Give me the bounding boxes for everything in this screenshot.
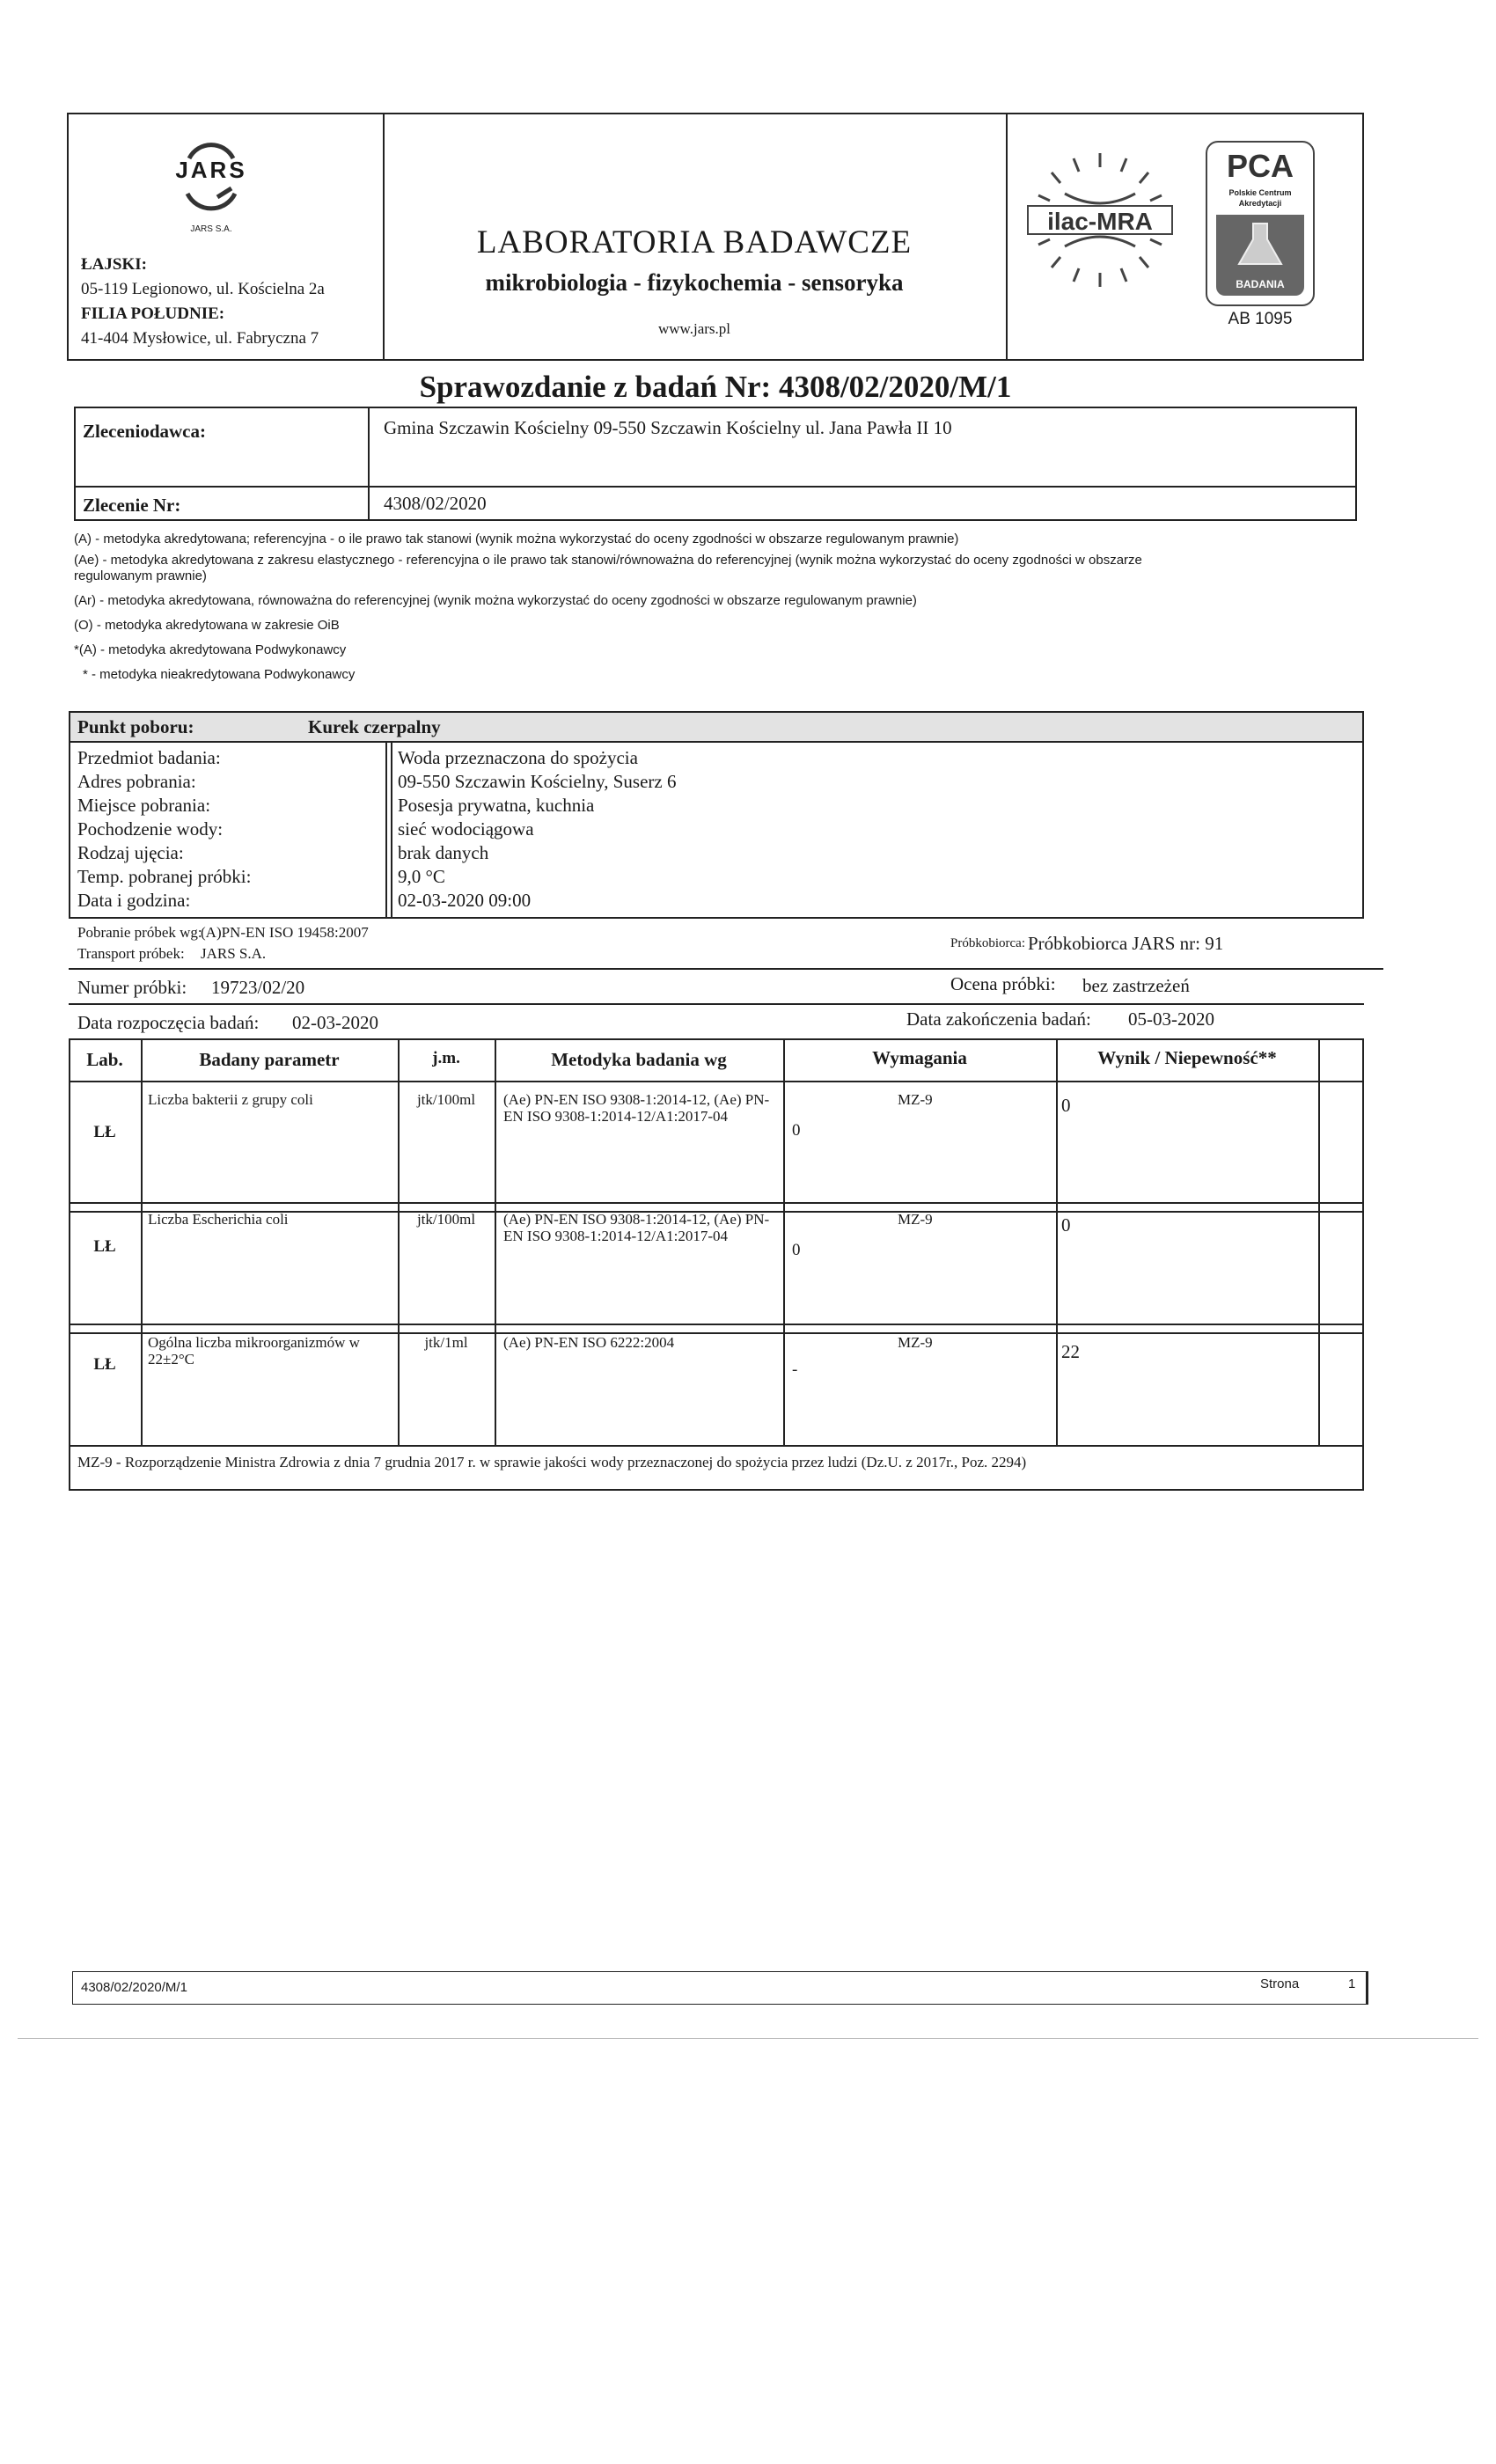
sampling-row-value: Woda przeznaczona do spożycia xyxy=(398,747,638,768)
table-footnote: MZ-9 - Rozporządzenie Ministra Zdrowia z dnia 7 grudnia 2017 r. w sprawie jakości wody przeznaczonej do spożycia przez ludzi (Dz.U. z 2017r., Poz. 2294) xyxy=(77,1454,1027,1470)
row-param: Liczba bakterii z grupy coli xyxy=(148,1091,313,1108)
sampling-row-label: Adres pobrania: xyxy=(77,771,196,792)
sampling-row-label: Data i godzina: xyxy=(77,890,191,911)
sampling-row-value: brak danych xyxy=(398,842,489,863)
sample-no-value: 19723/02/20 xyxy=(211,977,305,998)
transport-label: Transport próbek: xyxy=(77,945,185,962)
order-value: 4308/02/2020 xyxy=(384,493,487,514)
footer-page-no: 1 xyxy=(1348,1976,1356,1991)
hq-label: ŁAJSKI: xyxy=(81,255,147,274)
legend-line: * - metodyka nieakredytowana Podwykonawcy xyxy=(83,667,356,682)
sampling-row-label: Przedmiot badania: xyxy=(77,747,221,768)
row-req-ref: MZ-9 xyxy=(898,1091,933,1108)
row-method: (Ae) PN-EN ISO 9308-1:2014-12, (Ae) PN-EN ISO 9308-1:2014-12/A1:2017-04 xyxy=(503,1091,770,1125)
sampling-labels xyxy=(77,746,251,913)
sampling-row-label: Pochodzenie wody: xyxy=(77,818,224,840)
accreditation-number: AB 1095 xyxy=(1228,310,1293,328)
sampler-value: Próbkobiorca JARS nr: 91 xyxy=(1028,933,1224,954)
sampling-row-value: sieć wodociągowa xyxy=(398,818,534,840)
sampling-row-label: Miejsce pobrania: xyxy=(77,795,211,816)
row-param: Liczba Escherichia coli xyxy=(148,1211,289,1228)
legend-line: (Ar) - metodyka akredytowana, równoważna do referencyjnej (wynik można wykorzystać do oceny zgodności w obszarze regulowanym prawnie) xyxy=(74,593,917,608)
ilac-text: ilac-MRA xyxy=(1047,208,1153,235)
col-header-unit: j.m. xyxy=(432,1049,460,1067)
sampling-point-bar xyxy=(70,713,1362,743)
legend-line: regulowanym prawnie) xyxy=(74,568,207,583)
pca-badge: BADANIA xyxy=(1236,278,1285,290)
sample-no-label: Numer próbki: xyxy=(77,977,187,998)
report-title: Sprawozdanie z badań Nr: 4308/02/2020/M/1 xyxy=(419,370,1012,404)
sampling-row-value: Posesja prywatna, kuchnia xyxy=(398,795,595,816)
pca-text: PCA xyxy=(1226,148,1294,184)
row-method: (Ae) PN-EN ISO 6222:2004 xyxy=(503,1334,675,1351)
sampling-row-value: 09-550 Szczawin Kościelny, Suserz 6 xyxy=(398,771,677,792)
sampling-row-value: 02-03-2020 09:00 xyxy=(398,890,532,911)
col-header-req: Wymagania xyxy=(872,1047,967,1068)
lab-subtitle: mikrobiologia - fizykochemia - sensoryka xyxy=(485,269,904,296)
footer-box xyxy=(72,1971,1368,2005)
flask-icon xyxy=(1216,215,1304,276)
assessment-label: Ocena próbki: xyxy=(950,973,1056,994)
row-lab: LŁ xyxy=(93,1237,116,1256)
row-method: (Ae) PN-EN ISO 9308-1:2014-12, (Ae) PN-EN ISO 9308-1:2014-12/A1:2017-04 xyxy=(503,1211,770,1244)
lab-title: LABORATORIA BADAWCZE xyxy=(476,224,913,260)
row-unit: jtk/100ml xyxy=(416,1091,476,1108)
row-lab: LŁ xyxy=(93,1123,116,1141)
col-header-lab: Lab. xyxy=(86,1049,123,1070)
pca-sub2: Akredytacji xyxy=(1238,199,1282,208)
row-req-ref: MZ-9 xyxy=(898,1334,933,1351)
start-date-label: Data rozpoczęcia badań: xyxy=(77,1012,260,1033)
sampling-row-label: Rodzaj ujęcia: xyxy=(77,842,184,863)
sampling-method-value: (A)PN-EN ISO 19458:2007 xyxy=(201,924,369,941)
row-result: 22 xyxy=(1061,1341,1080,1362)
hq-address: 05-119 Legionowo, ul. Kościelna 2a xyxy=(81,280,325,298)
footer-page-label: Strona xyxy=(1260,1976,1300,1991)
row-req-limit: - xyxy=(792,1360,798,1379)
sampling-values xyxy=(398,746,676,913)
transport-value: JARS S.A. xyxy=(201,945,267,962)
end-date-label: Data zakończenia badań: xyxy=(906,1008,1091,1030)
sampling-row-label: Temp. pobranej próbki: xyxy=(77,866,252,887)
footer-doc-no: 4308/02/2020/M/1 xyxy=(81,1980,187,1995)
legend-line: (A) - metodyka akredytowana; referencyjna - o ile prawo tak stanowi (wynik można wykorzystać do oceny zgodności w obszarze regulowanym prawnie) xyxy=(74,532,959,546)
col-header-result: Wynik / Niepewność** xyxy=(1097,1047,1277,1068)
pca-sub1: Polskie Centrum xyxy=(1228,188,1292,197)
row-unit: jtk/1ml xyxy=(424,1334,468,1351)
row-param: Ogólna liczba mikroorganizmów w 22±2°C xyxy=(148,1334,360,1368)
order-label: Zlecenie Nr: xyxy=(83,495,181,516)
sampling-point-label: Punkt poboru: xyxy=(77,716,194,737)
sampling-row-value: 9,0 °C xyxy=(398,866,445,887)
end-date-value: 05-03-2020 xyxy=(1128,1008,1214,1030)
row-req-limit: 0 xyxy=(792,1241,801,1259)
legend xyxy=(74,532,1359,683)
col-header-method: Metodyka badania wg xyxy=(551,1049,727,1070)
website: www.jars.pl xyxy=(658,320,730,337)
col-header-param: Badany parametr xyxy=(199,1049,340,1070)
assessment-value: bez zastrzeżeń xyxy=(1082,975,1190,996)
branch-label: FILIA POŁUDNIE: xyxy=(81,304,225,323)
row-req-ref: MZ-9 xyxy=(898,1211,933,1228)
branch-address: 41-404 Mysłowice, ul. Fabryczna 7 xyxy=(81,329,319,348)
sampling-method-label: Pobranie próbek wg: xyxy=(77,924,202,941)
row-lab: LŁ xyxy=(93,1355,116,1374)
sampling-point-value: Kurek czerpalny xyxy=(308,716,441,737)
row-result: 0 xyxy=(1061,1095,1071,1116)
start-date-value: 02-03-2020 xyxy=(292,1012,378,1033)
row-result: 0 xyxy=(1061,1214,1071,1236)
row-req-limit: 0 xyxy=(792,1121,801,1140)
logo-text: JARS xyxy=(175,157,247,183)
client-label: Zleceniodawca: xyxy=(83,421,206,442)
row-unit: jtk/100ml xyxy=(416,1211,476,1228)
sampler-label: Próbkobiorca: xyxy=(950,936,1025,950)
logo-subtext: JARS S.A. xyxy=(190,224,232,234)
client-value: Gmina Szczawin Kościelny 09-550 Szczawin Kościelny ul. Jana Pawła II 10 xyxy=(384,417,952,438)
legend-line: (Ae) - metodyka akredytowana z zakresu elastycznego - referencyjna o ile prawo tak stanowi/równoważna do referencyjnej (wynik można wykorzystać do oceny zgodności w obszarze xyxy=(74,553,1142,568)
legend-line: (O) - metodyka akredytowana w zakresie OiB xyxy=(74,618,340,633)
legend-line: *(A) - metodyka akredytowana Podwykonawcy xyxy=(74,642,347,657)
